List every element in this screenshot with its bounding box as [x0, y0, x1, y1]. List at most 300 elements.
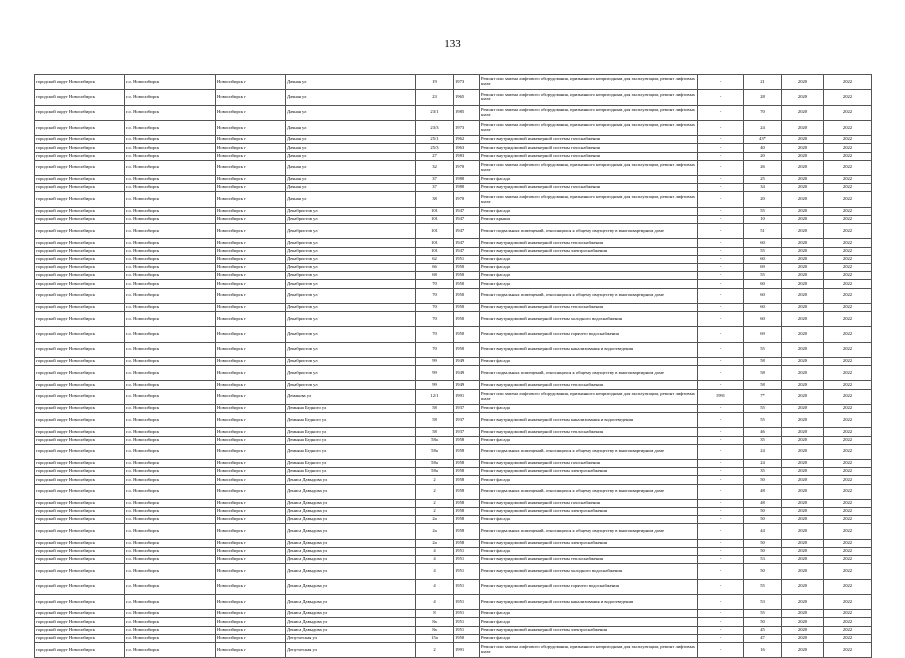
cell-house-number: 2: [416, 484, 454, 499]
cell-year-built: 1980: [454, 184, 480, 192]
cell-municipality: городской округ Новосибирск: [35, 476, 125, 484]
cell-work-type: Ремонт внутридомовой инженерной системы теплоснабжения: [480, 303, 698, 311]
cell-value: 55: [744, 272, 782, 280]
cell-municipality: городской округ Новосибирск: [35, 120, 125, 135]
cell-plan-end-year: 2022: [824, 342, 872, 357]
cell-municipality: городской округ Новосибирск: [35, 594, 125, 609]
cell-plan-start-year: 2020: [782, 594, 824, 609]
cell-work-type: Ремонт внутридомовой инженерной системы газоснабжения: [480, 152, 698, 160]
cell-plan-start-year: 2020: [782, 468, 824, 476]
cell-work-type: Ремонт или замена лифтового оборудования, признанного непригодным для эксплуатации, ремонт лифтовых шахт: [480, 90, 698, 105]
cell-year-last-repair: -: [698, 436, 744, 444]
cell-plan-start-year: 2020: [782, 564, 824, 579]
cell-year-built: 1950: [454, 280, 480, 288]
table-row: [35, 263, 872, 271]
cell-year-built: 1951: [454, 579, 480, 594]
table-row: [35, 618, 872, 626]
cell-municipality: городской округ Новосибирск: [35, 327, 125, 342]
cell-year-last-repair: -: [698, 524, 744, 539]
table-row: [35, 176, 872, 184]
cell-urban-district: г.о. Новосибирск: [125, 288, 216, 303]
cell-year-last-repair: -: [698, 90, 744, 105]
cell-year-built: 1947: [454, 247, 480, 255]
table-row: [35, 468, 872, 476]
cell-plan-end-year: 2022: [824, 476, 872, 484]
table-row: [35, 547, 872, 555]
cell-year-built: 1958: [454, 476, 480, 484]
cell-house-number: 58а: [416, 468, 454, 476]
cell-work-type: Ремонт внутридомовой инженерной системы электроснабжения: [480, 508, 698, 516]
table-row: [35, 312, 872, 327]
cell-plan-end-year: 2022: [824, 224, 872, 239]
cell-house-number: 101: [416, 207, 454, 215]
table-row: [35, 524, 872, 539]
cell-year-last-repair: -: [698, 255, 744, 263]
cell-house-number: 25/1: [416, 136, 454, 144]
cell-plan-start-year: 2020: [782, 444, 824, 459]
cell-house-number: 99: [416, 366, 454, 381]
cell-plan-end-year: 2022: [824, 105, 872, 120]
cell-locality: Новосибирск г: [216, 594, 286, 609]
cell-house-number: 15а: [416, 634, 454, 642]
cell-year-last-repair: -: [698, 626, 744, 634]
cell-year-last-repair: -: [698, 634, 744, 642]
cell-work-type: Ремонт подвальных помещений, относящихся к общему имуществу в многоквартирном доме: [480, 524, 698, 539]
cell-house-number: 58: [416, 428, 454, 436]
cell-street: Дениса Давыдова ул: [286, 484, 416, 499]
cell-year-built: 1970: [454, 160, 480, 175]
cell-plan-start-year: 2020: [782, 476, 824, 484]
cell-value: 44: [744, 524, 782, 539]
cell-plan-end-year: 2022: [824, 327, 872, 342]
cell-street: Дениса Давыдова ул: [286, 516, 416, 524]
cell-year-built: 1958: [454, 484, 480, 499]
cell-value: 46: [744, 428, 782, 436]
cell-year-built: 1937: [454, 404, 480, 412]
cell-municipality: городской округ Новосибирск: [35, 428, 125, 436]
cell-year-built: 1958: [454, 516, 480, 524]
cell-year-last-repair: -: [698, 428, 744, 436]
cell-work-type: Ремонт фасада: [480, 280, 698, 288]
cell-value: 60: [744, 239, 782, 247]
cell-year-built: 1980: [454, 176, 480, 184]
cell-locality: Новосибирск г: [216, 247, 286, 255]
cell-year-built: 1985: [454, 105, 480, 120]
cell-house-number: 58: [416, 413, 454, 428]
cell-value: 50: [744, 539, 782, 547]
cell-work-type: Ремонт внутридомовой инженерной системы электроснабжения: [480, 247, 698, 255]
cell-value: 60: [744, 288, 782, 303]
cell-house-number: 70: [416, 327, 454, 342]
cell-municipality: городской округ Новосибирск: [35, 75, 125, 90]
cell-urban-district: г.о. Новосибирск: [125, 499, 216, 507]
cell-urban-district: г.о. Новосибирск: [125, 136, 216, 144]
cell-plan-start-year: 2020: [782, 626, 824, 634]
cell-plan-end-year: 2022: [824, 357, 872, 365]
cell-year-built: 1951: [454, 594, 480, 609]
cell-value: 28: [744, 90, 782, 105]
cell-municipality: городской округ Новосибирск: [35, 610, 125, 618]
cell-year-built: 1958: [454, 468, 480, 476]
cell-work-type: Ремонт внутридомовой инженерной системы теплоснабжения: [480, 428, 698, 436]
cell-urban-district: г.о. Новосибирск: [125, 579, 216, 594]
cell-urban-district: г.о. Новосибирск: [125, 556, 216, 564]
table-row: [35, 342, 872, 357]
cell-street: Дениса Давыдова ул: [286, 508, 416, 516]
capital-repair-table: [34, 74, 872, 658]
cell-locality: Новосибирск г: [216, 524, 286, 539]
cell-plan-start-year: 2020: [782, 579, 824, 594]
cell-work-type: Ремонт подвальных помещений, относящихся к общему имуществу в многоквартирном доме: [480, 484, 698, 499]
cell-plan-end-year: 2022: [824, 144, 872, 152]
cell-locality: Новосибирск г: [216, 327, 286, 342]
cell-plan-start-year: 2020: [782, 460, 824, 468]
cell-municipality: городской округ Новосибирск: [35, 579, 125, 594]
cell-locality: Новосибирск г: [216, 366, 286, 381]
cell-year-built: 1951: [454, 255, 480, 263]
cell-work-type: Ремонт или замена лифтового оборудования, признанного непригодным для эксплуатации, ремонт лифтовых шахт: [480, 120, 698, 135]
cell-work-type: Ремонт подвальных помещений, относящихся к общему имуществу в многоквартирном доме: [480, 224, 698, 239]
cell-year-last-repair: -: [698, 312, 744, 327]
table-row: [35, 436, 872, 444]
table-row: [35, 579, 872, 594]
cell-locality: Новосибирск г: [216, 499, 286, 507]
table-row: [35, 484, 872, 499]
cell-year-last-repair: -: [698, 160, 744, 175]
cell-plan-end-year: 2022: [824, 366, 872, 381]
cell-locality: Новосибирск г: [216, 381, 286, 389]
table-row: [35, 152, 872, 160]
cell-locality: Новосибирск г: [216, 224, 286, 239]
cell-house-number: 2а: [416, 539, 454, 547]
cell-value: 60: [744, 312, 782, 327]
cell-year-built: 1973: [454, 75, 480, 90]
cell-plan-end-year: 2022: [824, 75, 872, 90]
cell-value: 45: [744, 626, 782, 634]
cell-plan-start-year: 2020: [782, 436, 824, 444]
cell-municipality: городской округ Новосибирск: [35, 468, 125, 476]
cell-year-built: 1965: [454, 90, 480, 105]
cell-year-built: 1951: [454, 564, 480, 579]
cell-year-last-repair: -: [698, 594, 744, 609]
cell-year-built: 1951: [454, 626, 480, 634]
cell-plan-start-year: 2020: [782, 144, 824, 152]
cell-house-number: 8: [416, 610, 454, 618]
cell-urban-district: г.о. Новосибирск: [125, 389, 216, 404]
cell-urban-district: г.о. Новосибирск: [125, 272, 216, 280]
cell-municipality: городской округ Новосибирск: [35, 413, 125, 428]
cell-plan-start-year: 2020: [782, 357, 824, 365]
table-row: [35, 247, 872, 255]
cell-year-built: 1958: [454, 499, 480, 507]
cell-plan-start-year: 2020: [782, 389, 824, 404]
cell-work-type: Ремонт фасада: [480, 176, 698, 184]
cell-municipality: городской округ Новосибирск: [35, 516, 125, 524]
cell-value: 58: [744, 381, 782, 389]
cell-year-last-repair: -: [698, 280, 744, 288]
cell-plan-end-year: 2022: [824, 184, 872, 192]
cell-work-type: Ремонт фасада: [480, 618, 698, 626]
table-row: [35, 120, 872, 135]
cell-value: 58: [744, 366, 782, 381]
cell-plan-start-year: 2020: [782, 176, 824, 184]
table-row: [35, 381, 872, 389]
cell-house-number: 4: [416, 579, 454, 594]
cell-year-last-repair: -: [698, 516, 744, 524]
cell-work-type: Ремонт внутридомовой инженерной системы газоснабжения: [480, 144, 698, 152]
cell-year-built: 1950: [454, 288, 480, 303]
cell-plan-end-year: 2022: [824, 524, 872, 539]
cell-urban-district: г.о. Новосибирск: [125, 460, 216, 468]
cell-year-built: 1958: [454, 460, 480, 468]
cell-plan-end-year: 2022: [824, 280, 872, 288]
cell-year-built: 1958: [454, 444, 480, 459]
cell-urban-district: г.о. Новосибирск: [125, 642, 216, 657]
cell-plan-start-year: 2020: [782, 136, 824, 144]
cell-house-number: 2а: [416, 516, 454, 524]
cell-urban-district: г.о. Новосибирск: [125, 105, 216, 120]
table-row: [35, 642, 872, 657]
cell-municipality: городской округ Новосибирск: [35, 192, 125, 207]
cell-locality: Новосибирск г: [216, 176, 286, 184]
cell-street: Дачная ул: [286, 160, 416, 175]
cell-locality: Новосибирск г: [216, 215, 286, 223]
cell-house-number: 101: [416, 224, 454, 239]
cell-house-number: 27: [416, 152, 454, 160]
cell-municipality: городской округ Новосибирск: [35, 499, 125, 507]
cell-locality: Новосибирск г: [216, 547, 286, 555]
cell-municipality: городской округ Новосибирск: [35, 618, 125, 626]
cell-municipality: городской округ Новосибирск: [35, 247, 125, 255]
cell-street: Дениса Давыдова ул: [286, 524, 416, 539]
cell-locality: Новосибирск г: [216, 468, 286, 476]
cell-plan-end-year: 2022: [824, 564, 872, 579]
cell-locality: Новосибирск г: [216, 152, 286, 160]
cell-year-built: 1951: [454, 547, 480, 555]
cell-house-number: 2: [416, 476, 454, 484]
cell-year-built: 1950: [454, 312, 480, 327]
table-row: [35, 215, 872, 223]
table-body: [35, 75, 872, 658]
cell-plan-start-year: 2020: [782, 120, 824, 135]
cell-value: 24: [744, 444, 782, 459]
cell-year-last-repair: -: [698, 610, 744, 618]
cell-urban-district: г.о. Новосибирск: [125, 366, 216, 381]
cell-street: Декабристов ул: [286, 327, 416, 342]
cell-year-last-repair: -: [698, 539, 744, 547]
cell-municipality: городской округ Новосибирск: [35, 152, 125, 160]
cell-urban-district: г.о. Новосибирск: [125, 508, 216, 516]
cell-urban-district: г.о. Новосибирск: [125, 564, 216, 579]
table-row: [35, 136, 872, 144]
cell-work-type: Ремонт внутридомовой инженерной системы теплоснабжения: [480, 239, 698, 247]
cell-work-type: Ремонт внутридомовой инженерной системы электроснабжения: [480, 626, 698, 634]
cell-value: 25: [744, 176, 782, 184]
cell-locality: Новосибирск г: [216, 539, 286, 547]
cell-house-number: 99: [416, 381, 454, 389]
cell-house-number: 2: [416, 508, 454, 516]
cell-plan-end-year: 2022: [824, 579, 872, 594]
cell-year-last-repair: -: [698, 413, 744, 428]
cell-value: 55: [744, 404, 782, 412]
table-row: [35, 184, 872, 192]
table-row: [35, 192, 872, 207]
cell-plan-start-year: 2020: [782, 263, 824, 271]
cell-year-built: 1947: [454, 207, 480, 215]
cell-municipality: городской округ Новосибирск: [35, 404, 125, 412]
cell-year-last-repair: -: [698, 579, 744, 594]
cell-street: Дениса Давыдова ул: [286, 594, 416, 609]
cell-municipality: городской округ Новосибирск: [35, 508, 125, 516]
cell-value: 58: [744, 357, 782, 365]
cell-house-number: 23/3: [416, 120, 454, 135]
cell-municipality: городской округ Новосибирск: [35, 539, 125, 547]
cell-plan-end-year: 2022: [824, 404, 872, 412]
cell-locality: Новосибирск г: [216, 404, 286, 412]
cell-year-last-repair: -: [698, 366, 744, 381]
cell-municipality: городской округ Новосибирск: [35, 288, 125, 303]
cell-plan-start-year: 2020: [782, 75, 824, 90]
table-row: [35, 389, 872, 404]
cell-plan-end-year: 2022: [824, 255, 872, 263]
cell-plan-end-year: 2022: [824, 263, 872, 271]
cell-street: Декабристов ул: [286, 247, 416, 255]
cell-urban-district: г.о. Новосибирск: [125, 239, 216, 247]
cell-street: Демьяна Бедного ул: [286, 404, 416, 412]
cell-value: 55: [744, 207, 782, 215]
table-row: [35, 160, 872, 175]
table-row: [35, 634, 872, 642]
cell-value: 69: [744, 263, 782, 271]
cell-work-type: Ремонт фасада: [480, 207, 698, 215]
cell-year-last-repair: -: [698, 618, 744, 626]
cell-work-type: Ремонт фасада: [480, 547, 698, 555]
cell-year-last-repair: -: [698, 556, 744, 564]
cell-house-number: 101: [416, 239, 454, 247]
cell-locality: Новосибирск г: [216, 160, 286, 175]
cell-plan-start-year: 2020: [782, 239, 824, 247]
cell-street: Дениса Давыдова ул: [286, 539, 416, 547]
cell-plan-end-year: 2022: [824, 499, 872, 507]
cell-plan-start-year: 2020: [782, 312, 824, 327]
cell-house-number: 58а: [416, 460, 454, 468]
cell-plan-start-year: 2020: [782, 508, 824, 516]
cell-value: 55: [744, 413, 782, 428]
cell-work-type: Ремонт внутридомовой инженерной системы теплоснабжения: [480, 556, 698, 564]
cell-municipality: городской округ Новосибирск: [35, 626, 125, 634]
cell-year-built: 1951: [454, 618, 480, 626]
cell-municipality: городской округ Новосибирск: [35, 255, 125, 263]
cell-house-number: 2: [416, 499, 454, 507]
cell-urban-district: г.о. Новосибирск: [125, 280, 216, 288]
cell-municipality: городской округ Новосибирск: [35, 460, 125, 468]
cell-municipality: городской округ Новосибирск: [35, 642, 125, 657]
cell-municipality: городской округ Новосибирск: [35, 484, 125, 499]
cell-locality: Новосибирск г: [216, 207, 286, 215]
cell-year-built: 1950: [454, 303, 480, 311]
cell-year-built: 1947: [454, 215, 480, 223]
cell-street: Дачная ул: [286, 144, 416, 152]
cell-municipality: городской округ Новосибирск: [35, 389, 125, 404]
cell-municipality: городской округ Новосибирск: [35, 105, 125, 120]
cell-locality: Новосибирск г: [216, 634, 286, 642]
cell-locality: Новосибирск г: [216, 508, 286, 516]
cell-plan-start-year: 2020: [782, 484, 824, 499]
cell-year-last-repair: -: [698, 476, 744, 484]
cell-plan-start-year: 2020: [782, 207, 824, 215]
table-row: [35, 75, 872, 90]
cell-year-built: 1962: [454, 136, 480, 144]
cell-work-type: Ремонт внутридомовой инженерной системы газоснабжения: [480, 499, 698, 507]
cell-year-last-repair: -: [698, 288, 744, 303]
cell-work-type: Ремонт фасада: [480, 610, 698, 618]
cell-plan-start-year: 2020: [782, 192, 824, 207]
cell-house-number: 4: [416, 564, 454, 579]
cell-year-last-repair: -: [698, 468, 744, 476]
cell-value: 70: [744, 105, 782, 120]
cell-urban-district: г.о. Новосибирск: [125, 413, 216, 428]
cell-year-last-repair: -: [698, 207, 744, 215]
cell-municipality: городской округ Новосибирск: [35, 160, 125, 175]
table-row: [35, 280, 872, 288]
cell-municipality: городской округ Новосибирск: [35, 90, 125, 105]
cell-year-last-repair: -: [698, 215, 744, 223]
cell-plan-end-year: 2022: [824, 160, 872, 175]
cell-value: 50: [744, 547, 782, 555]
cell-house-number: 58а: [416, 436, 454, 444]
cell-value: 50: [744, 476, 782, 484]
cell-work-type: Ремонт внутридомовой инженерной системы холодного водоснабжения: [480, 564, 698, 579]
cell-year-last-repair: -: [698, 152, 744, 160]
cell-work-type: Ремонт или замена лифтового оборудования, признанного непригодным для эксплуатации, ремонт лифтовых шахт: [480, 105, 698, 120]
cell-urban-district: г.о. Новосибирск: [125, 207, 216, 215]
cell-work-type: Ремонт подвальных помещений, относящихся к общему имуществу в многоквартирном доме: [480, 366, 698, 381]
cell-year-built: 1951: [454, 610, 480, 618]
cell-year-last-repair: -: [698, 642, 744, 657]
cell-house-number: 58а: [416, 444, 454, 459]
cell-plan-start-year: 2020: [782, 381, 824, 389]
cell-house-number: 32: [416, 160, 454, 175]
cell-work-type: Ремонт подвальных помещений, относящихся к общему имуществу в многоквартирном доме: [480, 444, 698, 459]
cell-locality: Новосибирск г: [216, 428, 286, 436]
cell-work-type: Ремонт или замена лифтового оборудования, признанного непригодным для эксплуатации, ремонт лифтовых шахт: [480, 160, 698, 175]
cell-locality: Новосибирск г: [216, 642, 286, 657]
cell-plan-end-year: 2022: [824, 547, 872, 555]
cell-house-number: 58: [416, 404, 454, 412]
cell-plan-start-year: 2020: [782, 280, 824, 288]
cell-street: Декабристов ул: [286, 381, 416, 389]
cell-value: 55: [744, 247, 782, 255]
cell-plan-start-year: 2020: [782, 404, 824, 412]
table-row: [35, 444, 872, 459]
cell-urban-district: г.о. Новосибирск: [125, 255, 216, 263]
cell-locality: Новосибирск г: [216, 288, 286, 303]
cell-value: 50: [744, 618, 782, 626]
cell-locality: Новосибирск г: [216, 516, 286, 524]
cell-plan-end-year: 2022: [824, 539, 872, 547]
cell-plan-end-year: 2022: [824, 428, 872, 436]
cell-locality: Новосибирск г: [216, 239, 286, 247]
cell-year-built: 1958: [454, 539, 480, 547]
cell-value: 35: [744, 468, 782, 476]
cell-street: Дачная ул: [286, 120, 416, 135]
cell-year-built: 1949: [454, 366, 480, 381]
cell-urban-district: г.о. Новосибирск: [125, 610, 216, 618]
cell-house-number: 19: [416, 75, 454, 90]
table-row: [35, 144, 872, 152]
cell-year-last-repair: -: [698, 460, 744, 468]
cell-street: Демьяна Бедного ул: [286, 436, 416, 444]
